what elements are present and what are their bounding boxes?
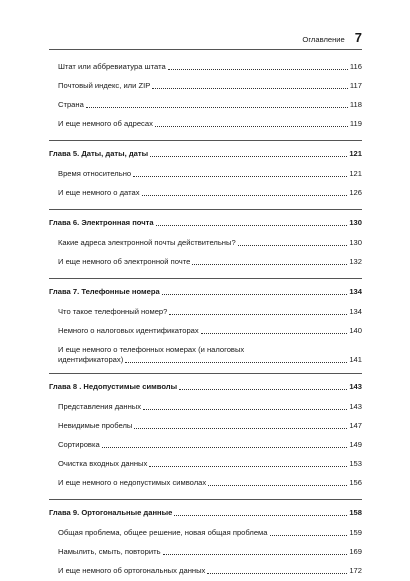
- toc-entry-title: Общая проблема, общее решение, новая общая проблема: [58, 528, 268, 537]
- toc-entry-title: И еще немного об электронной почте: [58, 257, 191, 266]
- toc-chapter[interactable]: [49, 140, 362, 165]
- leader-dots: [86, 107, 348, 108]
- toc-entry[interactable]: [58, 341, 362, 367]
- toc-entry-title: Какие адреса электронной почты действительны?: [58, 238, 236, 247]
- leader-dots: [149, 466, 347, 467]
- toc-entry-title: Штат или аббревиатура штата: [58, 62, 166, 71]
- toc-entry-title-line2: идентификаторах): [58, 355, 124, 364]
- toc-chapter[interactable]: [49, 209, 362, 234]
- toc-entry-page: 116: [349, 62, 362, 71]
- toc-entry[interactable]: [58, 253, 362, 272]
- toc-entry-page: 147: [349, 421, 362, 430]
- toc-entry-title: Что такое телефонный номер?: [58, 307, 168, 316]
- leader-dots: [179, 389, 347, 390]
- toc-entry-title: Почтовый индекс, или ZIP: [58, 81, 151, 90]
- toc-entry-title: Страна: [58, 100, 84, 109]
- toc-chapter-title: Глава 5. Даты, даты, даты: [49, 149, 149, 158]
- leader-dots: [156, 225, 348, 226]
- table-of-contents: [49, 58, 362, 581]
- toc-entry-page: 130: [349, 238, 362, 247]
- leader-dots: [142, 195, 348, 196]
- page-number: 7: [354, 30, 362, 45]
- leader-dots: [150, 156, 347, 157]
- toc-entry[interactable]: [58, 524, 362, 543]
- leader-dots: [143, 409, 347, 410]
- toc-chapter[interactable]: [49, 499, 362, 524]
- toc-entry-page: 172: [349, 566, 362, 575]
- toc-entry-page: 117: [349, 81, 362, 90]
- leader-dots: [168, 69, 348, 70]
- leader-dots: [169, 314, 347, 315]
- toc-entry[interactable]: [58, 562, 362, 581]
- toc-entry-title-line1: И еще немного о телефонных номерах (и налоговых: [58, 345, 245, 354]
- toc-entry-page: 134: [349, 307, 362, 316]
- leader-dots: [102, 447, 348, 448]
- toc-entry-title: Сортировка: [58, 440, 100, 449]
- toc-entry-title: Невидимые пробелы: [58, 421, 133, 430]
- toc-entry-title: Немного о налоговых идентификаторах: [58, 326, 199, 335]
- toc-entry-page: 141: [349, 355, 362, 364]
- toc-entry-page: 121: [349, 169, 362, 178]
- toc-chapter-title: Глава 8 . Недопустимые символы: [49, 382, 178, 391]
- toc-entry[interactable]: [58, 474, 362, 493]
- toc-entry-title: И еще немного о недопустимых символах: [58, 478, 207, 487]
- toc-entry-page: 169: [349, 547, 362, 556]
- leader-dots: [174, 515, 347, 516]
- leader-dots: [162, 294, 348, 295]
- leader-dots: [163, 554, 348, 555]
- leader-dots: [133, 176, 347, 177]
- toc-entry[interactable]: [58, 303, 362, 322]
- toc-entry-title: Очистка входных данных: [58, 459, 148, 468]
- toc-entry-page: 118: [349, 100, 362, 109]
- toc-chapter[interactable]: [49, 373, 362, 398]
- toc-chapter-title: Глава 6. Электронная почта: [49, 218, 154, 227]
- leader-dots: [201, 333, 348, 334]
- toc-entry[interactable]: [58, 398, 362, 417]
- toc-entry-title: Намылить, смыть, повторить: [58, 547, 161, 556]
- toc-entry[interactable]: [58, 165, 362, 184]
- toc-entry[interactable]: [58, 115, 362, 134]
- toc-entry[interactable]: [58, 58, 362, 77]
- toc-chapter-title: Глава 7. Телефонные номера: [49, 287, 160, 296]
- toc-entry-page: 153: [349, 459, 362, 468]
- book-page: [49, 30, 362, 581]
- leader-dots: [192, 264, 347, 265]
- toc-chapter-page: 134: [349, 287, 362, 296]
- toc-entry-title: И еще немного об ортогональных данных: [58, 566, 206, 575]
- leader-dots: [152, 88, 348, 89]
- toc-entry-title: Время относительно: [58, 169, 132, 178]
- toc-entry-page: 126: [349, 188, 362, 197]
- toc-entry[interactable]: [58, 417, 362, 436]
- toc-entry[interactable]: [58, 77, 362, 96]
- toc-entry-page: 132: [349, 257, 362, 266]
- toc-entry-title: И еще немного о датах: [58, 188, 140, 197]
- toc-entry-page: 149: [349, 440, 362, 449]
- toc-entry-page: 143: [349, 402, 362, 411]
- leader-dots: [208, 485, 347, 486]
- toc-entry-page: 156: [349, 478, 362, 487]
- toc-entry[interactable]: [58, 455, 362, 474]
- toc-chapter-page: 130: [349, 218, 362, 227]
- leader-dots: [238, 245, 348, 246]
- leader-dots: [270, 535, 348, 536]
- running-head: [49, 30, 362, 50]
- toc-chapter-page: 121: [349, 149, 362, 158]
- toc-entry[interactable]: [58, 184, 362, 203]
- toc-entry[interactable]: [58, 543, 362, 562]
- toc-entry[interactable]: [58, 234, 362, 253]
- toc-entry-page: 159: [349, 528, 362, 537]
- leader-dots: [125, 362, 347, 363]
- toc-entry[interactable]: [58, 322, 362, 341]
- toc-entry-page: 140: [349, 326, 362, 335]
- toc-entry-title: И еще немного об адресах: [58, 119, 153, 128]
- running-head-title: Оглавление: [302, 35, 345, 44]
- leader-dots: [134, 428, 347, 429]
- leader-dots: [155, 126, 348, 127]
- toc-chapter-page: 158: [349, 508, 362, 517]
- toc-chapter-page: 143: [349, 382, 362, 391]
- toc-chapter[interactable]: [49, 278, 362, 303]
- toc-entry[interactable]: [58, 96, 362, 115]
- toc-entry-page: 119: [349, 119, 362, 128]
- toc-chapter-title: Глава 9. Ортогональные данные: [49, 508, 173, 517]
- leader-dots: [207, 573, 347, 574]
- toc-entry-title: Представления данных: [58, 402, 142, 411]
- toc-entry[interactable]: [58, 436, 362, 455]
